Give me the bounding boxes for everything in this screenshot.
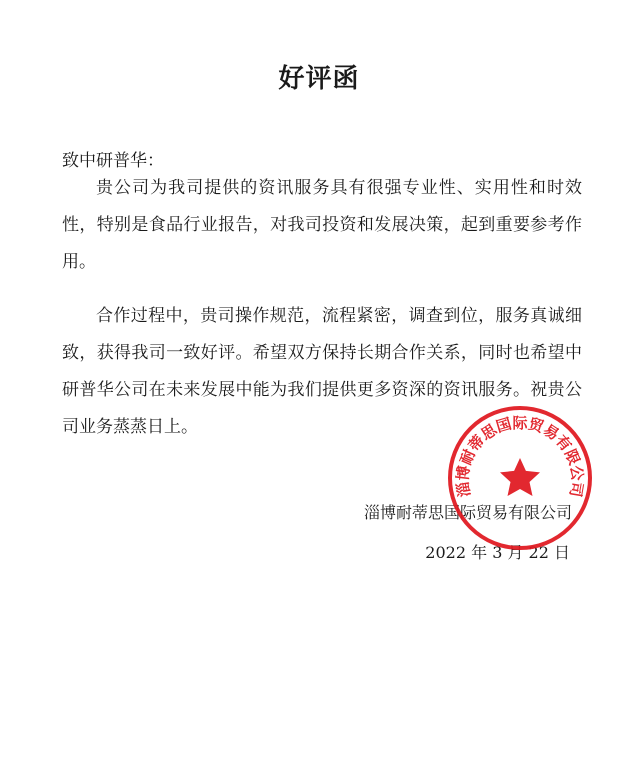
seal-star-icon [500, 458, 540, 496]
salutation: 致中研普华： [62, 151, 164, 171]
seal-text: 淄博耐蒂思国际贸易有限公司 [453, 414, 587, 499]
company-seal [446, 404, 594, 552]
signature-company: 淄博耐蒂思国际贸易有限公司 [363, 503, 572, 522]
body-paragraph-2: 合作过程中，贵司操作规范，流程紧密，调查到位，服务真诚细致，获得我司一致好评。希望双方保持长期合作关系，同时也希望中研普华公司在未来发展中能为我们提供更多资深的资讯服务。祝贵公司业务蒸蒸日上。 [62, 306, 582, 437]
body-paragraph-1: 贵公司为我司提供的资讯服务具有很强专业性、实用性和时效性，特别是食品行业报告，对我司投资和发展决策，起到重要参考作用。 [62, 178, 582, 272]
signature-date: 2022 年 3 月 22 日 [425, 543, 570, 562]
letter-title: 好评函 [278, 64, 360, 94]
